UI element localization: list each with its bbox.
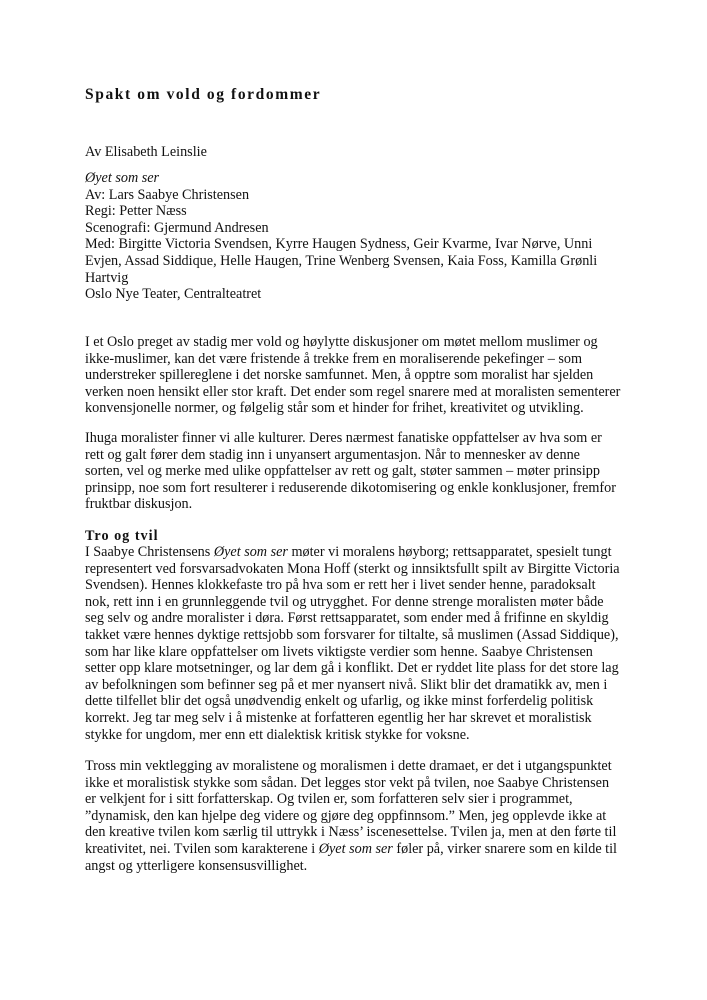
text-segment: kreativitet, nei. Tvilen som karakterene i — [85, 840, 319, 857]
text-line: som har like klare oppfattelser om livets viktigste verdier som henne. Saabye Christensen — [85, 643, 593, 660]
paragraph-moralists — [85, 430, 616, 513]
credit-cast: Hartvig — [85, 269, 129, 286]
text-segment: I Saabye Christensens — [85, 544, 214, 560]
text-line: setter opp klare motsetninger, og lar dem gå i konflikt. Det er ryddet lite plass for det store lag — [85, 660, 619, 677]
text-line: takket være hennes dyktige rettsjobb som forsvarer for tiltalte, så muslimen (Assad Siddique), — [85, 626, 619, 643]
text-line: representert ved forsvarsadvokaten Mona Hoff (sterkt og innsiktsfullt spilt av Birgitte Victoria — [85, 560, 620, 577]
paragraph-intro — [85, 334, 620, 417]
text-line: Tross min vektlegging av moralistene og moralismen i dette dramaet, er det i utgangspunktet — [85, 758, 612, 774]
play-title: Øyet som ser — [85, 170, 160, 186]
text-line: Ihuga moralister finner vi alle kulturer. Deres nærmest fanatiske oppfattelser av hva som er — [85, 430, 602, 446]
text-segment: føler på, virker snarere som en kilde til — [392, 840, 617, 857]
article-title: Spakt om vold og fordommer — [85, 86, 322, 103]
text-line: ”dynamisk, den kan hjelpe deg videre og gjøre deg oppfinnsom.” Men, jeg opplevde ikke at — [85, 807, 607, 824]
text-line — [85, 841, 617, 858]
text-line: stykke for ungdom, mer enn ett dialektisk kritisk stykke for voksne. — [85, 726, 470, 743]
text-line: I et Oslo preget av stadig mer vold og høylytte diskusjoner om møtet mellom muslimer og — [85, 334, 598, 350]
text-line: korrekt. Jeg tar meg selv i å mistenke at forfatteren egentlig her har skrevet et moralistisk — [85, 709, 592, 726]
author-byline: Av Elisabeth Leinslie — [85, 144, 207, 160]
text-line: konvensjonelle normer, og følgelig står som et hinder for frihet, kreativitet og utvikling. — [85, 400, 584, 417]
text-line: er velkjent for i sitt forfatterskap. Og tvilen er, som forfatteren selv sier i programmet, — [85, 791, 573, 808]
credit-cast: Evjen, Assad Siddique, Helle Haugen, Trine Wenberg Svensen, Kaia Foss, Kamilla Grønli — [85, 252, 598, 269]
text-line: Svendsen). Hennes klokkefaste tro på hva som er rett her i livet sender henne, paradoksalt — [85, 577, 596, 594]
text-line — [85, 544, 620, 561]
paragraph-doubt — [85, 758, 617, 874]
text-line: angst og ytterligere konsensusvillighet. — [85, 857, 308, 874]
text-line: nok, rett inn i en grunnleggende tvil og utrygghet. For denne strenge moralisten møter både — [85, 593, 604, 610]
play-title-inline: Øyet som ser — [213, 544, 288, 560]
text-line: verken noen hensikt eller stor kraft. Det ender som regel snarere med at moralisten sementerer — [85, 383, 621, 400]
text-segment: møter vi moralens høyborg; rettsapparatet, spesielt tungt — [287, 544, 612, 560]
credit-venue: Oslo Nye Teater, Centralteatret — [85, 286, 262, 303]
text-line: understreker spillereglene i det norske samfunnet. Men, å opptre som moralist har sjelden — [85, 367, 594, 384]
section-heading: Tro og tvil — [85, 528, 159, 544]
paragraph-faith-doubt — [85, 544, 620, 743]
text-line: av befolkningen som befinner seg på et mer nyansert nivå. Slikt blir det dramatikk av, men i — [85, 676, 608, 693]
text-line: sorten, vel og merke med ulike oppfattelser av rett og galt, støter sammen – møter prinsipp — [85, 463, 600, 480]
play-title-inline: Øyet som ser — [318, 840, 393, 857]
text-line: fruktbar diskusjon. — [85, 496, 193, 513]
text-line: ikke-muslimer, kan det være fristende å trekke frem en moraliserende pekefinger – som — [85, 350, 582, 367]
credit-author: Av: Lars Saabye Christensen — [85, 186, 250, 203]
credit-cast: Med: Birgitte Victoria Svendsen, Kyrre Haugen Sydness, Geir Kvarme, Ivar Nørve, Unni — [85, 236, 593, 253]
text-line: prinsipp, noe som fort resulterer i reduserende dikotomisering og enkle konklusjoner, fremfor — [85, 479, 616, 496]
production-credits — [85, 170, 597, 303]
text-line: den kreative tvilen kom særlig til uttrykk i Næss’ iscenesettelse. Tvilen ja, men at den førte til — [85, 824, 617, 841]
text-line: seg selv og andre moralister i døra. Først rettsapparatet, som ender med å frifinne en skyldig — [85, 610, 609, 627]
text-line: ikke et moralistisk stykke som sådan. Det legges stor vekt på tvilen, noe Saabye Christensen — [85, 774, 610, 791]
text-line: dette tilfellet blir det også unødvendig enkelt og ufarlig, og ikke minst forferdelig politisk — [85, 693, 594, 710]
credit-director: Regi: Petter Næss — [85, 203, 187, 220]
credit-scenography: Scenografi: Gjermund Andresen — [85, 219, 269, 236]
text-line: rett og galt fører dem stadig inn i unyansert argumentasjon. Når to mennesker av denne — [85, 446, 580, 463]
